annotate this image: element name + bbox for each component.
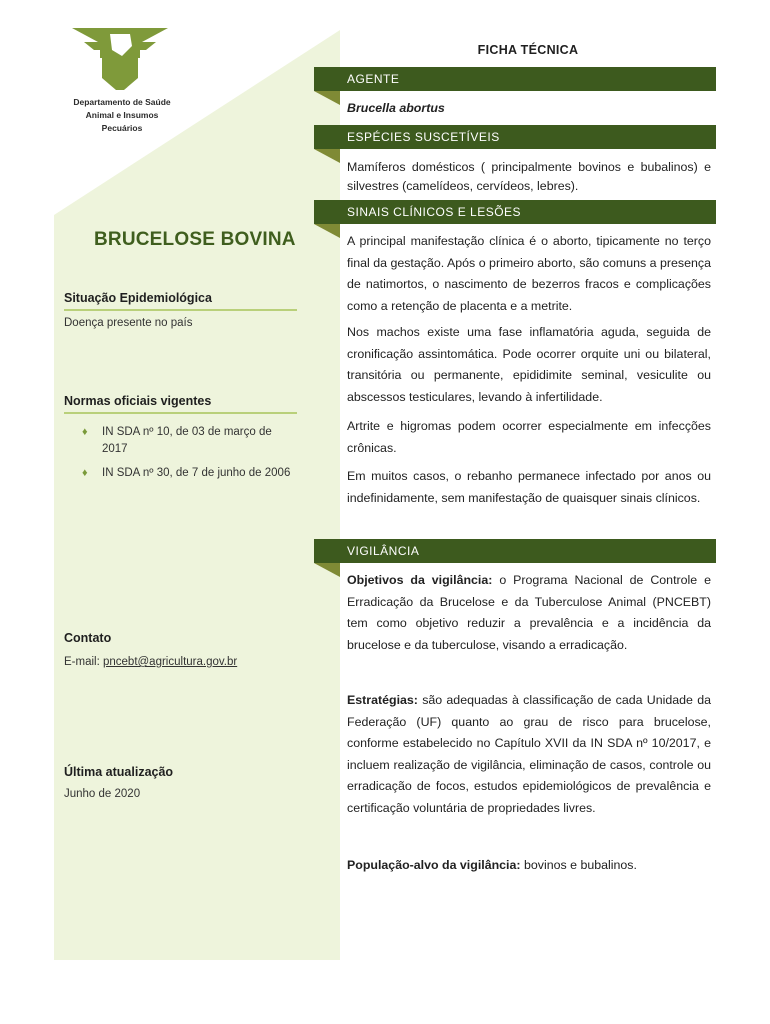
- sidebar-panel: [54, 30, 340, 960]
- normas-item: ♦ IN SDA nº 10, de 03 de março de 2017: [82, 426, 272, 455]
- situacao-heading: Situação Epidemiológica: [64, 291, 212, 305]
- sinais-paragraph-3: Artrite e higromas podem ocorrer especialmente em infecções crônicas.: [347, 419, 711, 455]
- vigilancia-estrategias: Estratégias: são adequadas à classificação de cada Unidade da Federação (UF) quanto ao grau de risco para brucelose, conforme estabelecido no Capítulo XVII da IN SDA nº 10/2017, e incluem realização de vigilância, eliminação de casos, controle ou erradicação de focos, estudos epidemiológicos de prevalência e certificação voluntária de propriedades livres.: [347, 693, 711, 815]
- vigilancia-populacao: População-alvo da vigilância: bovinos e bubalinos.: [347, 858, 637, 872]
- sinais-paragraph-1: A principal manifestação clínica é o aborto, tipicamente no terço final da gestação. Após o primeiro aborto, são comuns a presença de natimortos, o nascimento de bezerros fracos e complicações como a retenção de placenta e a metrite.: [347, 234, 711, 313]
- atualizacao-heading: Última atualização: [64, 765, 174, 779]
- contato-heading: Contato: [64, 631, 112, 645]
- section-bar-vigilancia: VIGILÂNCIA: [314, 539, 716, 563]
- normas-heading: Normas oficiais vigentes: [64, 394, 212, 408]
- normas-item: ♦ IN SDA nº 30, de 7 de junho de 2006: [82, 465, 302, 482]
- situacao-divider: [64, 309, 297, 311]
- ministry-emblem-icon: [72, 26, 168, 92]
- situacao-text: Doença presente no país: [64, 317, 193, 329]
- ficha-tecnica-label: FICHA TÉCNICA: [477, 43, 579, 57]
- normas-list: [82, 424, 302, 489]
- especies-text: Mamíferos domésticos ( principalmente bovinos e bubalinos) e silvestres (camelídeos, cervídeos, lebres).: [347, 160, 711, 193]
- department-name: Departamento de Saúde Animal e Insumos Pecuários: [73, 97, 171, 133]
- sinais-paragraph-2: Nos machos existe uma fase inflamatória aguda, seguida de cronificação assintomática. Pode ocorrer orquite uni ou bilateral, transitória ou permanente, epididimite seminal, vesiculite ou abscessos testiculares, levando à infertilidade.: [347, 325, 711, 404]
- section-bar-sinais: SINAIS CLÍNICOS E LESÕES: [314, 200, 716, 224]
- agente-text: Brucella abortus: [347, 101, 445, 115]
- page-title: BRUCELOSE BOVINA: [94, 229, 296, 250]
- sinais-paragraph-4: Em muitos casos, o rebanho permanece infectado por anos ou indefinidamente, sem manifestação de quaisquer sinais clínicos.: [347, 469, 711, 505]
- diamond-bullet-icon: ♦: [82, 467, 88, 479]
- contato-email: E-mail: pncebt@agricultura.gov.br: [64, 656, 238, 668]
- normas-divider: [64, 412, 297, 414]
- section-bar-agente: AGENTE: [314, 67, 716, 91]
- diamond-bullet-icon: ♦: [82, 426, 88, 438]
- vigilancia-objetivos: Objetivos da vigilância: o Programa Nacional de Controle e Erradicação da Brucelose e da Tuberculose Animal (PNCEBT) tem como objetivo reduzir a prevalência e a incidência da brucelose e da tuberculose, visando a erradicação.: [347, 573, 712, 652]
- atualizacao-date: Junho de 2020: [64, 788, 141, 800]
- section-bar-especies: ESPÉCIES SUSCETÍVEIS: [314, 125, 716, 149]
- email-link[interactable]: pncebt@agricultura.gov.br: [102, 656, 238, 668]
